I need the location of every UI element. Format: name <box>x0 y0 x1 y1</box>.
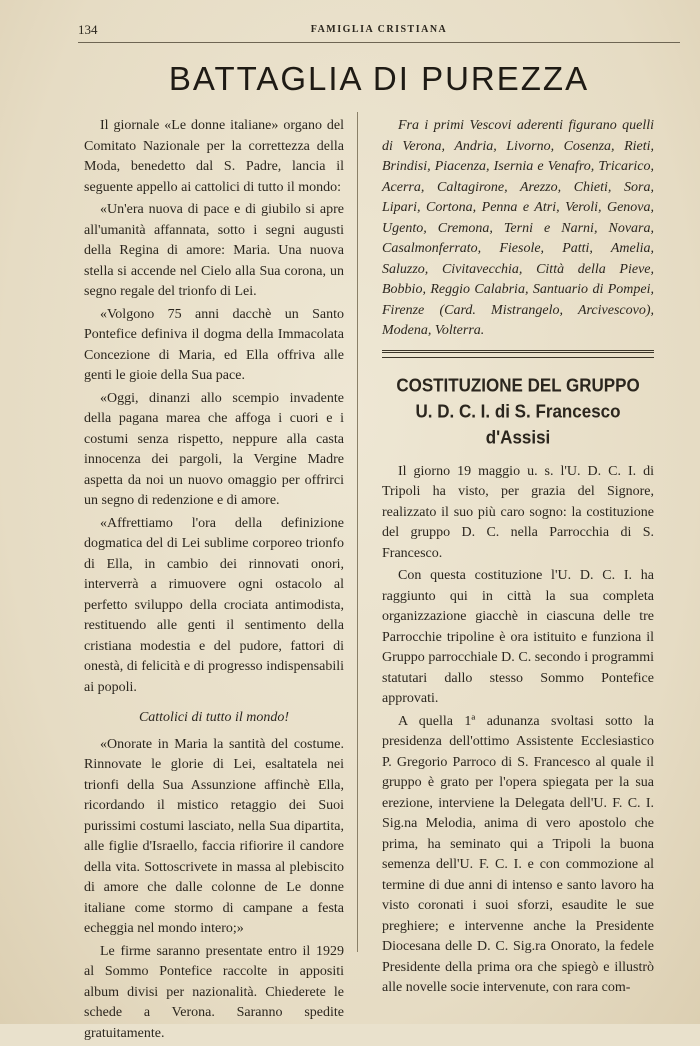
article-title: BATTAGLIA DI PUREZZA <box>168 60 590 97</box>
paragraph: Fra i primi Vescovi aderenti figurano quelli di Verona, Andria, Livorno, Cosenza, Rieti, Brindisi, Piacenza, Isernia e Venafro, Tricarico, Acerra, Caltagirone, Arezzo, Chieti, Sora, Lipari, Cortona, Penna e Atri, Veroli, Genova, Ugento, Cremona, Terni e Narni, Novara, Casalmonferrato, Fiesole, Patti, Amelia, Saluzzo, Civitavecchia, Città della Pieve, Bobbio, Reggio Calabria, Santuario di Pompei, Firenze (Card. Mistrangelo, Arcivescovo), Modena, Volterra. <box>382 118 654 338</box>
paragraph: «Oggi, dinanzi allo scempio invadente della pagana marea che affoga i cuori e i costumi senza rispetto, neppure alla casta innocenza dei pargoli, la Vergine Madre aspetta da noi un nuovo omaggio per offrirci un segno di redenzione e di amore. <box>84 390 344 508</box>
paragraph: «Affrettiamo l'ora della definizione dogmatica del di Lei sublime corporeo trionfo di Ella, in cambio dei rinnovati onori, interverrà a rimuovere ogni ostacolo al perfetto sviluppo della crociata antimodista, restituendo alle genti il sentimento della cristiana modestia e del pudore, fattori di onestà, di felicità e di progresso indispensabili ai popoli. <box>84 515 344 695</box>
column-divider <box>357 112 358 952</box>
paragraph: Le firme saranno presentate entro il 1929 al Sommo Pontefice raccolte in appositi album divisi per nazionalità. Chiederete le schede a Verona. Saranno spedite gratuitamente. <box>84 943 344 1041</box>
paragraph: Il giornale «Le donne italiane» organo del Comitato Nazionale per la correttezza della Moda, benedetto dal S. Padre, lancia il seguente appello ai cattolici di tutto il mondo: <box>84 118 344 195</box>
section-title <box>382 373 654 451</box>
page-number: 134 <box>78 22 98 37</box>
paragraph: A quella 1ª adunanza svoltasi sotto la presidenza dell'ottimo Assistente Ecclesiastico P. Gregorio Parroco di S. Francesco al quale il gruppo è grato per l'opera spiegata per la sua erezione, interviene la Delegata dell'U. F. C. I. Sig.na Melodia, anima di vero apostolo che prima, ha seminato qui a Tripoli la buona semenza dell'U. F. C. I. e con commozione al termine di due anni di intenso e santo lavoro ha visto coronati i suoi sforzi, esaudite le sue preghiere; e intervenne anche la Presidente Diocesana delle D. C. Sig.ra Onorato, la fedele Presidente della prima ora che spiegò e illustrò alle novelle socie intervenute, con rara com- <box>382 713 654 995</box>
section-title-line: U. D. C. I. di S. Francesco d'Assisi <box>415 400 621 448</box>
paragraph: «Un'era nuova di pace e di giubilo si apre all'umanità affannata, sotto i segni augusti della Regina di amore: Maria. Una nuova stella si accende nel Cielo alla Sua corona, un segno regale del trionfo di Lei. <box>84 202 344 299</box>
paragraph: «Volgono 75 anni dacchè un Santo Pontefice definiva il dogma della Immacolata Concezione di Maria, ed Ella offriva alle genti le gioie della Sua pace. <box>84 306 344 383</box>
subheading: Cattolici di tutto il mondo! <box>138 710 290 725</box>
section-title-line: COSTITUZIONE DEL GRUPPO <box>396 374 640 396</box>
right-column <box>382 116 654 1001</box>
section-rule <box>382 350 654 358</box>
running-head: FAMIGLIA CRISTIANA <box>310 24 448 35</box>
page-header <box>78 22 680 43</box>
paragraph: «Onorate in Maria la santità del costume. Rinnovate le glorie di Lei, esaltatela nei trionfi della Sua Assunzione affinchè Ella, ricordando il mistico retaggio dei Suoi purissimi costumi lasciato, nella Sua dipartita, alle figlie d'Israello, faccia rifiorire il candore della vita. Sottoscrivete in massa al plebiscito di amore che dalle colonne de Le donne italiane come stormo di campane a festa echeggia nel mondo intero;» <box>84 736 344 936</box>
left-column <box>84 116 344 1046</box>
paragraph: Con questa costituzione l'U. D. C. I. ha raggiunto qui in città la sua completa organizzazione giacchè in ciascuna delle tre Parrocchie tripoline è ora istituito e funziona il Gruppo parrocchiale D. C. secondo i programmi statutari dallo stesso Sommo Pontefice approvati. <box>382 568 654 706</box>
paragraph: Il giorno 19 maggio u. s. l'U. D. C. I. di Tripoli ha visto, per grazia del Signore, realizzato il suo più caro sogno: la costituzione del gruppo D. C. nella Parrocchia di S. Francesco. <box>382 463 654 561</box>
